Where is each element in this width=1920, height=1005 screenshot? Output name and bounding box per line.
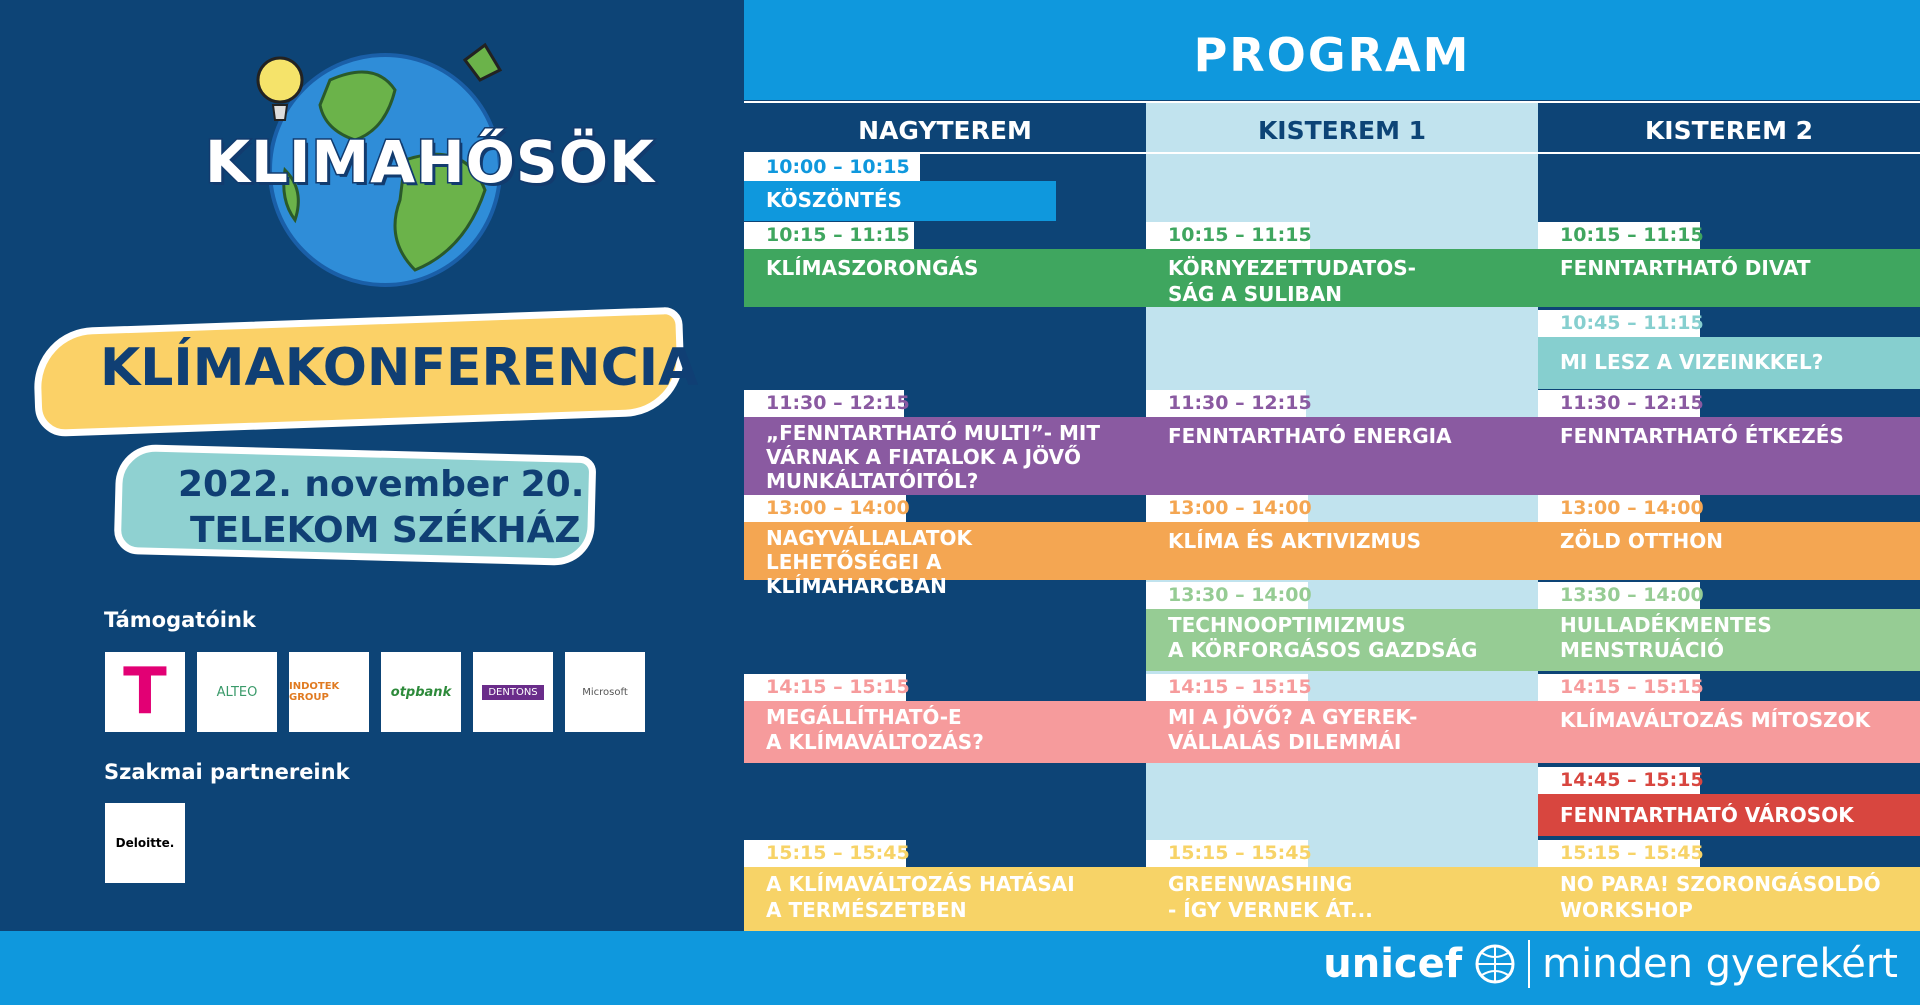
session-time: 14:15 – 15:15: [1538, 674, 1700, 701]
conference-title: KLÍMAKONFERENCIA: [100, 338, 699, 398]
session-time: 10:15 – 11:15: [1538, 222, 1700, 249]
session-time: 10:15 – 11:15: [744, 222, 914, 249]
unicef-branding: [1323, 940, 1898, 988]
session-title: HULLADÉKMENTES MENSTRUÁCIÓ: [1538, 609, 1920, 671]
session-time: 13:00 – 14:00: [1538, 495, 1700, 522]
session-title: MI A JÖVŐ? A GYEREK- VÁLLALÁS DILEMMÁI: [1146, 701, 1538, 763]
session-title: TECHNOOPTIMIZMUS A KÖRFORGÁSOS GAZDSÁG: [1146, 609, 1538, 671]
session-time: 14:15 – 15:15: [744, 674, 906, 701]
session-time: 13:30 – 14:00: [1538, 582, 1700, 609]
deloitte-logo: Deloitte.: [105, 803, 185, 883]
footer-separator: [1528, 940, 1530, 988]
event-venue: TELEKOM SZÉKHÁZ: [190, 510, 581, 551]
session-title: FENNTARTHATÓ ENERGIA: [1146, 417, 1538, 495]
microsoft-logo: Microsoft: [565, 652, 645, 732]
room-header-kisterem-2: KISTEREM 2: [1644, 116, 1814, 145]
session-title: MI LESZ A VIZEINKKEL?: [1538, 337, 1920, 389]
partners-heading: Szakmai partnereink: [104, 760, 350, 784]
dentons-logo: DENTONS: [473, 652, 553, 732]
logo-title: KLIMAHŐSÖK: [205, 128, 655, 196]
session-title: FENNTARTHATÓ ÉTKEZÉS: [1538, 417, 1920, 495]
session-time: 11:30 – 12:15: [1538, 390, 1700, 417]
session-time: 13:00 – 14:00: [744, 495, 906, 522]
session-time: 15:15 – 15:45: [1538, 840, 1700, 867]
session-title: NAGYVÁLLALATOK LEHETŐSÉGEI A KLÍMAHARCBAN: [744, 522, 1146, 580]
session-title: GREENWASHING - ÍGY VERNEK ÁT...: [1146, 867, 1538, 931]
alteo-logo: ALTEO: [197, 652, 277, 732]
session-time: 13:00 – 14:00: [1146, 495, 1308, 522]
session-title: FENNTARTHATÓ VÁROSOK: [1538, 794, 1920, 836]
room-header-nagyterem: NAGYTEREM: [858, 116, 1032, 145]
session-title: „FENNTARTHATÓ MULTI”- MIT VÁRNAK A FIATALOK A JÖVŐ MUNKÁLTATÓITÓL?: [744, 417, 1146, 495]
session-time: 10:00 – 10:15: [744, 154, 920, 181]
session-time: 14:45 – 15:15: [1538, 767, 1700, 794]
session-time: 11:30 – 12:15: [744, 390, 904, 417]
session-time: 13:30 – 14:00: [1146, 582, 1308, 609]
session-time: 14:15 – 15:15: [1146, 674, 1308, 701]
session-title: KLÍMASZORONGÁS: [744, 249, 1146, 307]
session-title: KÖSZÖNTÉS: [744, 181, 1056, 221]
session-title: FENNTARTHATÓ DIVAT: [1538, 249, 1920, 307]
unicef-globe-icon: [1474, 943, 1516, 985]
indotek-logo: INDOTEK GROUP: [289, 652, 369, 732]
room-header-kisterem-1: KISTEREM 1: [1257, 116, 1427, 145]
session-title: NO PARA! SZORONGÁSOLDÓ WORKSHOP: [1538, 867, 1920, 931]
room-header-divider: [744, 152, 1920, 154]
supporters-heading: Támogatóink: [104, 608, 256, 632]
session-title: KÖRNYEZETTUDATOS- SÁG A SULIBAN: [1146, 249, 1538, 307]
otpbank-logo: otpbank: [381, 652, 461, 732]
session-time: 11:30 – 12:15: [1146, 390, 1306, 417]
session-time: 10:45 – 11:15: [1538, 310, 1700, 337]
session-time: 15:15 – 15:45: [1146, 840, 1308, 867]
telekom-logo: T: [105, 652, 185, 732]
session-title: KLÍMAVÁLTOZÁS MÍTOSZOK: [1538, 701, 1920, 763]
unicef-wordmark: unicef: [1323, 941, 1463, 987]
session-title: ZÖLD OTTHON: [1538, 522, 1920, 580]
header-divider: [744, 101, 1920, 103]
session-title: KLÍMA ÉS AKTIVIZMUS: [1146, 522, 1538, 580]
program-title: PROGRAM: [1193, 28, 1471, 82]
event-date: 2022. november 20.: [178, 464, 585, 505]
footer-tagline: minden gyerekért: [1542, 941, 1898, 987]
session-time: 15:15 – 15:45: [744, 840, 906, 867]
session-title: A KLÍMAVÁLTOZÁS HATÁSAI A TERMÉSZETBEN: [744, 867, 1146, 931]
session-title: MEGÁLLÍTHATÓ-E A KLÍMAVÁLTOZÁS?: [744, 701, 1146, 763]
session-time: 10:15 – 11:15: [1146, 222, 1310, 249]
